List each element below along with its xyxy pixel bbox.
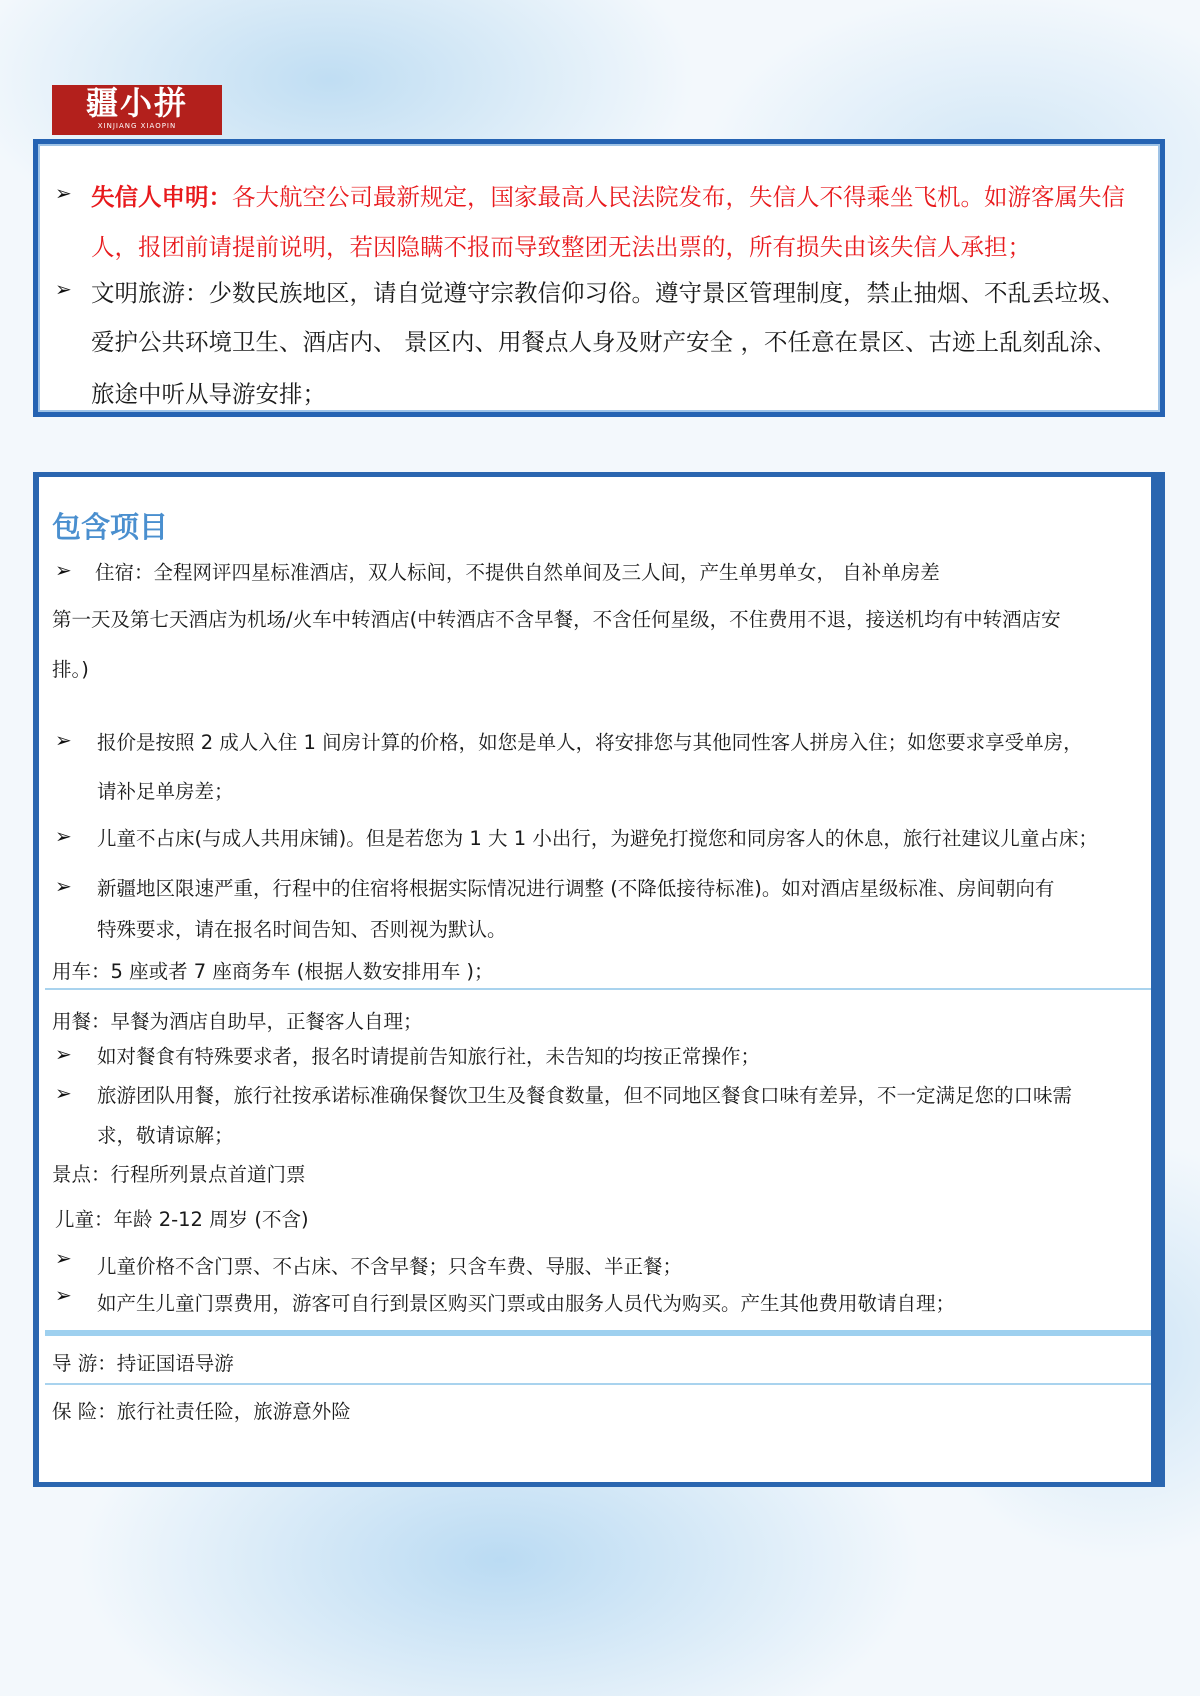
credit-notice-text: 各大航空公司最新规定，国家最高人民法院发布，失信人不得乘坐飞机。如游客属失信 [232,183,1125,211]
divider [45,988,1151,990]
divider [45,1330,1151,1336]
credit-notice-line-2: 人，报团前请提前说明，若因隐瞒不报而导致整团无法出票的，所有损失由该失信人承担； [91,233,1031,261]
section-title: 包含项目 [52,510,169,544]
credit-notice-label: 失信人申明： [91,183,232,211]
guide-line: 导 游：持证国语导游 [52,1352,234,1375]
logo-sub-text: XINJIANG XIAOPIN [97,122,177,130]
bullet-arrow-icon: ➢ [55,874,72,898]
meals-line: 用餐：早餐为酒店自助早，正餐客人自理； [52,1010,423,1033]
child-age-line: 儿童：年龄 2-12 周岁 (不含) [55,1208,309,1231]
child-price-line: 儿童价格不含门票、不占床、不含早餐；只含车费、导服、半正餐； [97,1255,683,1278]
logo-main-text: 疆小拼 [85,84,188,122]
lodging-line: 住宿：全程网评四星标准酒店，双人标间，不提供自然单间及三人间，产生单男单女， 自补单房差 [95,561,940,584]
transit-hotel-line-1: 第一天及第七天酒店为机场/火车中转酒店(中转酒店不含早餐，不含任何星级，不住费用不退，接送机均有中转酒店安 [52,608,1061,631]
bullet-arrow-icon: ➢ [55,1081,72,1105]
child-bed-line: 儿童不占床(与成人共用床铺)。但是若您为 1 大 1 小出行，为避免打搅您和同房客人的休息，旅行社建议儿童占床； [97,827,1098,850]
group-meal-line-2: 求，敬请谅解； [97,1124,234,1147]
price-basis-line-1: 报价是按照 2 成人入住 1 间房计算的价格，如您是单人，将安排您与其他同性客人拼房入住；如您要求享受单房， [97,731,1083,754]
bullet-arrow-icon: ➢ [55,1042,72,1066]
divider [45,1383,1151,1385]
price-basis-line-2: 请补足单房差； [97,780,234,803]
bullet-arrow-icon: ➢ [55,181,72,205]
speed-limit-line-1: 新疆地区限速严重，行程中的住宿将根据实际情况进行调整 (不降低接待标准)。如对酒店星级标准、房间朝向有 [97,877,1055,900]
transit-hotel-line-2: 排。) [52,658,89,681]
brand-logo [52,85,222,135]
bullet-arrow-icon: ➢ [55,558,72,582]
bullet-arrow-icon: ➢ [55,1283,72,1307]
civil-travel-line-1: 文明旅游：少数民族地区，请自觉遵守宗教信仰习俗。遵守景区管理制度，禁止抽烟、不乱丢垃圾、 [91,279,1125,307]
bullet-arrow-icon: ➢ [55,824,72,848]
vehicle-line: 用车：5 座或者 7 座商务车 (根据人数安排用车 )； [52,960,494,983]
civil-travel-line-3: 旅途中听从导游安排； [91,380,326,408]
diet-request-line: 如对餐食有特殊要求者，报名时请提前告知旅行社，未告知的均按正常操作； [97,1045,761,1068]
bullet-arrow-icon: ➢ [55,728,72,752]
sights-line: 景点：行程所列景点首道门票 [52,1163,306,1186]
insurance-line: 保 险：旅行社责任险，旅游意外险 [52,1400,351,1423]
notice-box [33,139,1165,417]
bullet-arrow-icon: ➢ [55,277,72,301]
child-ticket-line: 如产生儿童门票费用，游客可自行到景区购买门票或由服务人员代为购买。产生其他费用敬请自理； [97,1292,956,1315]
bullet-arrow-icon: ➢ [55,1246,72,1270]
civil-travel-line-2: 爱护公共环境卫生、酒店内、 景区内、用餐点人身及财产安全 ，不任意在景区、古迹上乱刻乱涂、 [91,328,1117,356]
speed-limit-line-2: 特殊要求，请在报名时间告知、否则视为默认。 [97,918,507,941]
group-meal-line-1: 旅游团队用餐，旅行社按承诺标准确保餐饮卫生及餐食数量，但不同地区餐食口味有差异，不一定满足您的口味需 [97,1084,1073,1107]
included-items-box [33,472,1165,1487]
credit-notice-line-1 [91,178,1125,212]
